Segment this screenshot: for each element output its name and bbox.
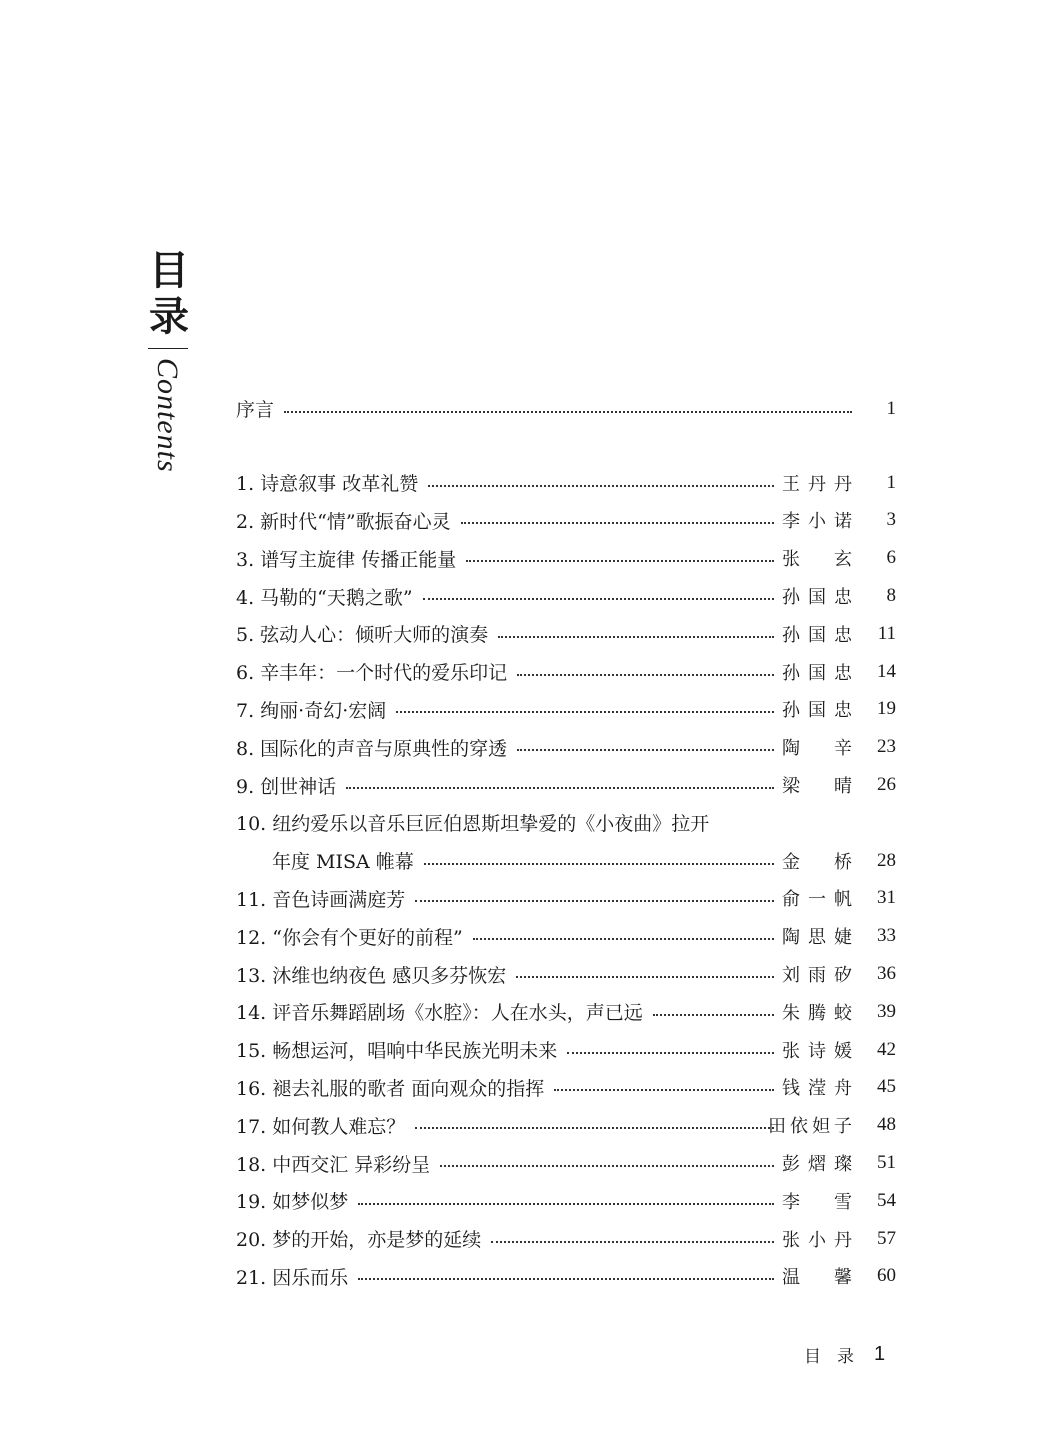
toc-entry-author: 孙国忠 xyxy=(782,700,852,722)
toc-entry-row[interactable] xyxy=(236,653,896,691)
leader-dots xyxy=(396,711,774,713)
leader-dots xyxy=(440,1165,774,1167)
toc-page-number: 42 xyxy=(877,1038,896,1060)
toc-entry-author: 王丹丹 xyxy=(782,473,852,495)
toc-entry-title: 17. 如何教人难忘？ xyxy=(236,1115,406,1138)
toc-entry-title: 14. 评音乐舞蹈剧场《水腔》：人在水头，声已远 xyxy=(236,1002,643,1025)
toc-heading xyxy=(146,248,196,340)
table-of-contents xyxy=(236,390,896,1295)
leader-dots xyxy=(473,938,774,940)
toc-entry-row[interactable] xyxy=(236,1069,896,1107)
toc-entry-author: 张 玄 xyxy=(782,549,852,571)
toc-entry-title: 7. 绚丽·奇幻·宏阔 xyxy=(236,699,387,722)
leader-dots xyxy=(284,411,852,413)
toc-entry-author: 彭熠璨 xyxy=(782,1154,852,1176)
toc-entry-row[interactable] xyxy=(236,917,896,955)
toc-entry-row[interactable] xyxy=(236,804,896,842)
toc-entry-title: 11. 音色诗画满庭芳 xyxy=(236,888,406,911)
toc-page-number: 60 xyxy=(877,1265,896,1287)
toc-entry-author: 孙国忠 xyxy=(782,624,852,646)
heading-char-2: 录 xyxy=(149,294,189,340)
heading-chinese xyxy=(146,248,192,340)
toc-page-number: 14 xyxy=(877,660,896,682)
toc-entry-row[interactable] xyxy=(236,955,896,993)
toc-page-number: 31 xyxy=(877,887,896,909)
toc-entry-row[interactable] xyxy=(236,464,896,502)
toc-entry-title: 序言 xyxy=(236,399,275,422)
toc-page-number: 23 xyxy=(877,736,896,758)
leader-dots xyxy=(415,900,774,902)
toc-entry-author: 孙国忠 xyxy=(782,587,852,609)
leader-dots xyxy=(517,674,774,676)
toc-entry-author: 田依妲子 xyxy=(768,1116,852,1138)
toc-entry-row[interactable] xyxy=(236,766,896,804)
toc-entry-author: 钱滢舟 xyxy=(782,1078,852,1100)
leader-dots xyxy=(415,1127,774,1129)
toc-entry-author: 张诗媛 xyxy=(782,1040,852,1062)
toc-page-number: 51 xyxy=(877,1152,896,1174)
toc-entry-author: 陶 辛 xyxy=(782,738,852,760)
toc-entry-row[interactable] xyxy=(236,539,896,577)
toc-entry-author: 李小诺 xyxy=(782,511,852,533)
heading-english: Contents xyxy=(151,358,184,473)
leader-dots xyxy=(491,1241,774,1243)
toc-entry-author: 梁 晴 xyxy=(782,776,852,798)
toc-page-number: 6 xyxy=(886,547,896,569)
toc-preface-row[interactable] xyxy=(236,390,896,428)
toc-page-number: 57 xyxy=(877,1227,896,1249)
toc-entry-author: 孙国忠 xyxy=(782,662,852,684)
toc-entry-row[interactable] xyxy=(236,1106,896,1144)
toc-entry-title: 18. 中西交汇 异彩纷呈 xyxy=(236,1153,431,1176)
toc-page-number: 11 xyxy=(877,622,896,644)
leader-dots xyxy=(498,636,774,638)
footer-page-number: 1 xyxy=(874,1343,886,1365)
toc-entry-author: 陶思婕 xyxy=(782,927,852,949)
leader-dots xyxy=(428,485,774,487)
toc-page-number: 28 xyxy=(877,849,896,871)
heading-char-1: 目 xyxy=(149,248,189,294)
toc-entry-title: 16. 褪去礼服的歌者 面向观众的指挥 xyxy=(236,1077,545,1100)
toc-entry-title: 21. 因乐而乐 xyxy=(236,1266,349,1289)
toc-entry-title: 2. 新时代“情”歌振奋心灵 xyxy=(236,510,451,533)
toc-entry-title: 15. 畅想运河，唱响中华民族光明未来 xyxy=(236,1040,558,1063)
toc-page-number: 33 xyxy=(877,925,896,947)
toc-entry-title: 20. 梦的开始，亦是梦的延续 xyxy=(236,1229,482,1252)
leader-dots xyxy=(358,1203,774,1205)
toc-entry-author: 张小丹 xyxy=(782,1229,852,1251)
leader-dots xyxy=(554,1089,774,1091)
toc-entry-row[interactable] xyxy=(236,1182,896,1220)
toc-page-number: 19 xyxy=(877,698,896,720)
toc-page-number: 26 xyxy=(877,774,896,796)
leader-dots xyxy=(517,749,774,751)
toc-page-number: 54 xyxy=(877,1189,896,1211)
toc-entry-author: 朱腾蛟 xyxy=(782,1002,852,1024)
toc-entry-row[interactable] xyxy=(236,577,896,615)
leader-dots xyxy=(358,1278,774,1280)
leader-dots xyxy=(424,863,774,865)
toc-entry-author: 刘雨矽 xyxy=(782,965,852,987)
toc-entry-row[interactable] xyxy=(236,1144,896,1182)
toc-entry-title: 3. 谱写主旋律 传播正能量 xyxy=(236,548,457,571)
heading-divider xyxy=(148,348,188,349)
toc-page-number: 39 xyxy=(877,1000,896,1022)
toc-page-number: 1 xyxy=(886,397,896,419)
leader-dots xyxy=(567,1052,774,1054)
toc-entry-row[interactable] xyxy=(236,993,896,1031)
toc-entry-title: 13. 沐维也纳夜色 感贝多芬恢宏 xyxy=(236,964,507,987)
toc-entry-row[interactable] xyxy=(236,728,896,766)
leader-dots xyxy=(423,598,774,600)
leader-dots xyxy=(466,560,774,562)
toc-page-number: 3 xyxy=(886,509,896,531)
leader-dots xyxy=(516,976,774,978)
toc-entry-row[interactable] xyxy=(236,691,896,729)
leader-dots xyxy=(653,1014,774,1016)
toc-entry-row[interactable] xyxy=(236,880,896,918)
toc-page-number: 8 xyxy=(886,585,896,607)
toc-page-number: 36 xyxy=(877,963,896,985)
leader-dots xyxy=(346,787,774,789)
toc-entry-author: 金 桥 xyxy=(782,851,852,873)
toc-entry-author: 俞一帆 xyxy=(782,889,852,911)
toc-entry-title: 19. 如梦似梦 xyxy=(236,1191,349,1214)
footer-section-label: 目录 xyxy=(804,1347,870,1367)
toc-entry-author: 温 馨 xyxy=(782,1267,852,1289)
page-footer xyxy=(804,1342,885,1367)
toc-entry-row[interactable] xyxy=(236,1031,896,1069)
toc-entry-title: 8. 国际化的声音与原典性的穿透 xyxy=(236,737,508,760)
toc-entry-row[interactable] xyxy=(236,502,896,540)
toc-entry-title: 年度 MISA 帷幕 xyxy=(272,851,414,874)
leader-dots xyxy=(461,522,774,524)
toc-entry-title: 12. “你会有个更好的前程” xyxy=(236,926,463,949)
toc-entry-title: 4. 马勒的“天鹅之歌” xyxy=(236,586,413,609)
toc-entry-title: 5. 弦动人心：倾听大师的演奏 xyxy=(236,624,489,647)
toc-entry-row[interactable] xyxy=(236,615,896,653)
toc-entry-title: 10. 纽约爱乐以音乐巨匠伯恩斯坦挚爱的《小夜曲》拉开 xyxy=(236,813,710,836)
toc-entry-row[interactable] xyxy=(236,1258,896,1296)
toc-page-number: 1 xyxy=(886,471,896,493)
toc-entry-title: 9. 创世神话 xyxy=(236,775,337,798)
toc-entry-title: 6. 辛丰年：一个时代的爱乐印记 xyxy=(236,662,508,685)
toc-page-number: 45 xyxy=(877,1076,896,1098)
toc-entry-title: 1. 诗意叙事 改革礼赞 xyxy=(236,473,419,496)
toc-entry-row[interactable] xyxy=(236,1220,896,1258)
toc-entry-row-continued[interactable] xyxy=(236,842,896,880)
toc-page-number: 48 xyxy=(877,1114,896,1136)
toc-entry-author: 李 雪 xyxy=(782,1191,852,1213)
